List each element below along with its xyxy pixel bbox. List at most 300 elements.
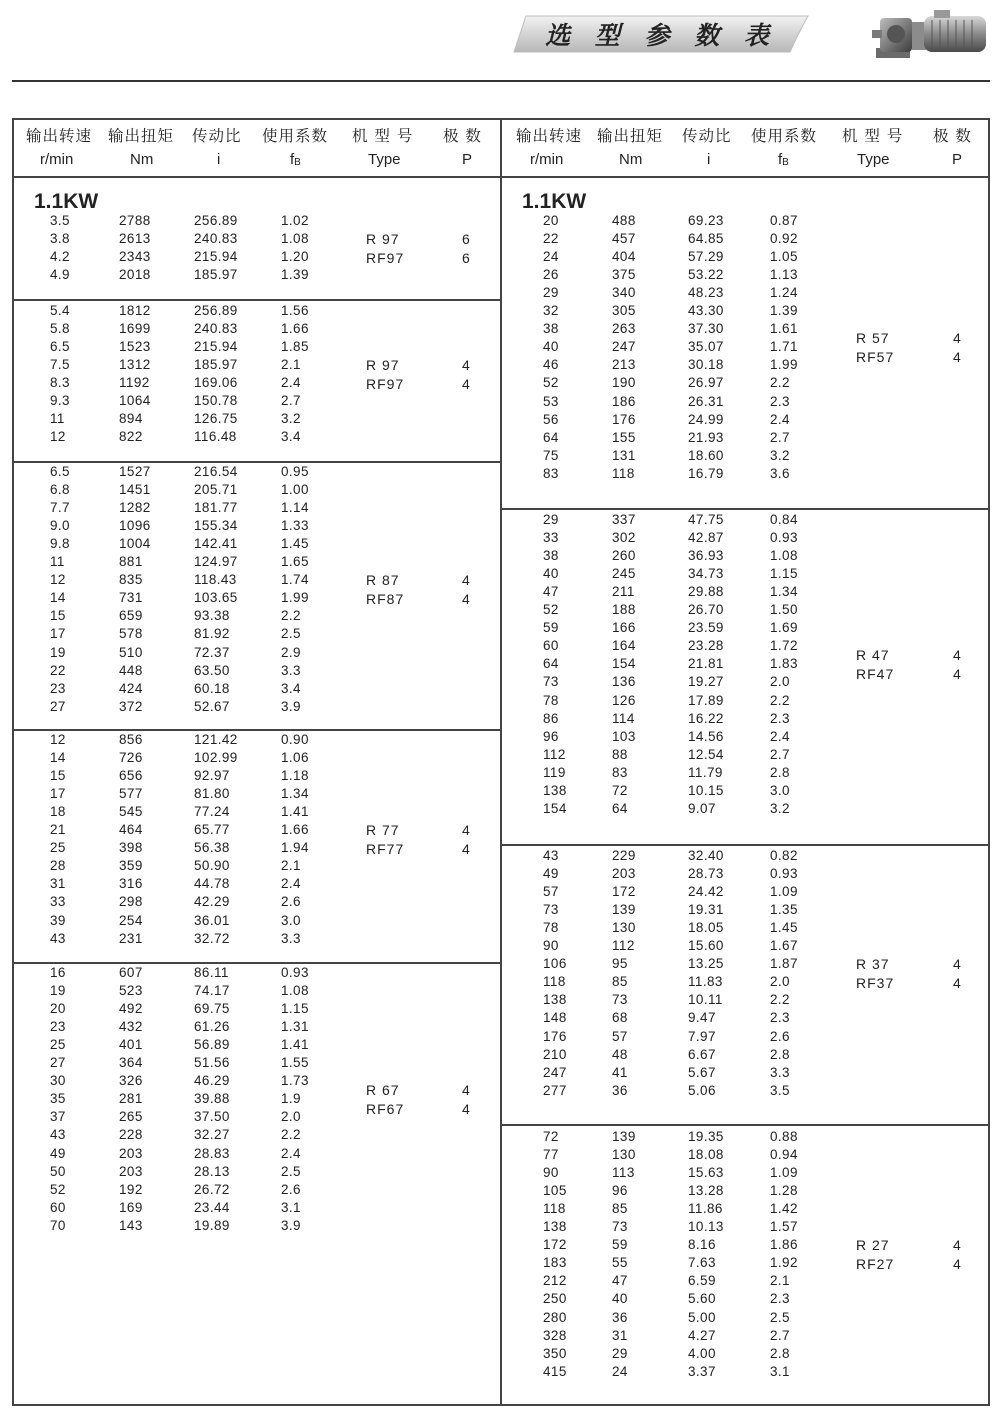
torque-cell: 113 [612, 1165, 635, 1181]
ratio-cell: 93.38 [194, 608, 230, 624]
factor-cell: 3.9 [281, 1217, 301, 1233]
torque-cell: 136 [612, 674, 636, 690]
speed-cell: 14 [50, 750, 66, 766]
factor-cell: 3.1 [281, 1199, 301, 1215]
torque-cell: 337 [612, 512, 636, 527]
factor-cell: 1.65 [281, 554, 309, 570]
factor-cell: 2.5 [281, 1163, 301, 1179]
torque-cell: 64 [612, 800, 628, 816]
ratio-cell: 30.18 [688, 357, 724, 373]
model-type: R 97 [366, 231, 400, 248]
factor-cell: 1.42 [770, 1201, 798, 1217]
speed-cell: 38 [543, 321, 559, 337]
torque-cell: 172 [612, 884, 636, 900]
model-type: R 67 [366, 1082, 400, 1099]
torque-cell: 88 [612, 746, 628, 762]
ratio-cell: 11.79 [688, 764, 723, 780]
factor-cell: 0.93 [281, 965, 309, 980]
torque-cell: 856 [119, 732, 143, 747]
torque-cell: 95 [612, 956, 628, 972]
torque-cell: 190 [612, 375, 636, 391]
factor-cell: 2.6 [281, 894, 301, 910]
factor-cell: 3.3 [770, 1064, 790, 1080]
torque-cell: 203 [119, 1163, 143, 1179]
factor-cell: 1.56 [281, 303, 309, 318]
model-type: RF77 [366, 841, 405, 858]
factor-cell: 1.14 [281, 500, 309, 516]
torque-cell: 47 [612, 1273, 628, 1289]
speed-cell: 415 [543, 1363, 567, 1379]
torque-cell: 72 [612, 782, 628, 798]
speed-cell: 52 [50, 1181, 66, 1197]
factor-cell: 1.61 [770, 321, 798, 337]
speed-cell: 19 [50, 644, 66, 660]
speed-cell: 18 [50, 804, 66, 820]
gear-motor-icon [872, 4, 990, 66]
ratio-cell: 240.83 [194, 231, 238, 247]
pole-count: 6 [462, 231, 471, 248]
group-divider [12, 962, 502, 964]
ratio-cell: 5.06 [688, 1082, 716, 1098]
factor-cell: 1.57 [770, 1219, 798, 1235]
header-factor-cn: 使用系数 [751, 127, 818, 145]
ratio-cell: 7.97 [688, 1028, 716, 1044]
ratio-cell: 36.93 [688, 548, 724, 564]
speed-cell: 29 [543, 512, 559, 527]
ratio-cell: 19.31 [688, 902, 724, 918]
speed-cell: 73 [543, 902, 559, 918]
ratio-cell: 256.89 [194, 213, 238, 228]
torque-cell: 316 [119, 876, 143, 892]
factor-cell: 2.3 [770, 393, 790, 409]
ratio-cell: 23.59 [688, 620, 724, 636]
torque-cell: 203 [612, 866, 636, 882]
speed-cell: 49 [543, 866, 559, 882]
factor-cell: 2.6 [281, 1181, 301, 1197]
torque-cell: 281 [119, 1091, 143, 1107]
pole-count: 4 [462, 376, 471, 393]
ratio-cell: 10.11 [688, 992, 723, 1008]
speed-cell: 7.7 [50, 500, 70, 516]
header-poles-unit: P [462, 151, 473, 168]
factor-cell: 2.8 [770, 764, 790, 780]
speed-cell: 8.3 [50, 375, 70, 391]
pole-count: 4 [953, 330, 962, 347]
pole-count: 4 [462, 357, 471, 374]
speed-cell: 59 [543, 620, 559, 636]
factor-cell: 0.82 [770, 848, 798, 863]
ratio-cell: 56.38 [194, 840, 230, 856]
factor-cell: 1.15 [770, 566, 798, 582]
ratio-cell: 69.75 [194, 1001, 230, 1017]
header-ratio-cn: 传动比 [192, 127, 242, 145]
speed-cell: 30 [50, 1073, 66, 1089]
torque-cell: 73 [612, 1219, 628, 1235]
speed-cell: 21 [50, 822, 66, 838]
torque-cell: 154 [612, 656, 636, 672]
ratio-cell: 57.29 [688, 249, 724, 265]
factor-cell: 1.99 [770, 357, 798, 373]
header-factor-unit: $f_B$ [778, 151, 789, 168]
speed-cell: 15 [50, 608, 66, 624]
pole-count: 4 [953, 666, 962, 683]
ratio-cell: 19.89 [194, 1217, 230, 1233]
torque-cell: 48 [612, 1046, 628, 1062]
ratio-cell: 26.70 [688, 602, 724, 618]
torque-cell: 73 [612, 992, 628, 1008]
power-rating: 1.1KW [522, 190, 587, 213]
factor-cell: 1.24 [770, 285, 798, 301]
torque-cell: 126 [612, 692, 636, 708]
ratio-cell: 240.83 [194, 321, 238, 337]
ratio-cell: 21.81 [688, 656, 724, 672]
ratio-cell: 53.22 [688, 267, 724, 283]
torque-cell: 247 [612, 339, 636, 355]
speed-cell: 50 [50, 1163, 66, 1179]
torque-cell: 265 [119, 1109, 143, 1125]
ratio-cell: 169.06 [194, 375, 238, 391]
torque-cell: 375 [612, 267, 636, 283]
pole-count: 4 [462, 591, 471, 608]
speed-cell: 112 [543, 746, 566, 762]
ratio-cell: 19.27 [688, 674, 724, 690]
torque-cell: 2613 [119, 231, 151, 247]
ratio-cell: 11.86 [688, 1201, 723, 1217]
torque-cell: 24 [612, 1363, 628, 1379]
speed-cell: 210 [543, 1046, 567, 1062]
torque-cell: 424 [119, 680, 143, 696]
torque-cell: 231 [119, 930, 143, 946]
ratio-cell: 44.78 [194, 876, 230, 892]
factor-cell: 2.7 [770, 1327, 790, 1343]
torque-cell: 305 [612, 303, 636, 319]
speed-cell: 78 [543, 692, 559, 708]
ratio-cell: 63.50 [194, 662, 230, 678]
header-divider-left [12, 176, 502, 178]
speed-cell: 5.8 [50, 321, 70, 337]
speed-cell: 6.5 [50, 464, 70, 479]
ratio-cell: 28.73 [688, 866, 724, 882]
speed-cell: 70 [50, 1217, 66, 1233]
header-type-cn: 机 型 号 [842, 127, 904, 145]
model-type: R 77 [366, 822, 400, 839]
ratio-cell: 15.63 [688, 1165, 724, 1181]
ratio-cell: 16.79 [688, 465, 724, 481]
speed-cell: 14 [50, 590, 66, 606]
header-divider-right [500, 176, 990, 178]
torque-cell: 229 [612, 848, 636, 863]
speed-cell: 12 [50, 732, 66, 747]
torque-cell: 1064 [119, 393, 151, 409]
factor-cell: 2.4 [281, 375, 301, 391]
speed-cell: 35 [50, 1091, 66, 1107]
ratio-cell: 81.92 [194, 626, 230, 642]
factor-cell: 1.39 [770, 303, 798, 319]
factor-cell: 2.3 [770, 710, 790, 726]
speed-cell: 64 [543, 429, 559, 445]
torque-cell: 1096 [119, 518, 151, 534]
header-ratio-unit: i [217, 151, 221, 168]
model-type: R 57 [856, 330, 890, 347]
pole-count: 4 [953, 647, 962, 664]
torque-cell: 176 [612, 411, 636, 427]
ratio-cell: 12.54 [688, 746, 724, 762]
torque-cell: 578 [119, 626, 143, 642]
speed-cell: 16 [50, 965, 66, 980]
ratio-cell: 72.37 [194, 644, 230, 660]
ratio-cell: 26.72 [194, 1181, 230, 1197]
torque-cell: 2788 [119, 213, 151, 228]
speed-cell: 33 [543, 530, 559, 546]
torque-cell: 112 [612, 938, 635, 954]
speed-cell: 212 [543, 1273, 567, 1289]
ratio-cell: 14.56 [688, 728, 724, 744]
factor-cell: 2.8 [770, 1345, 790, 1361]
factor-cell: 2.9 [281, 644, 301, 660]
torque-cell: 114 [612, 710, 635, 726]
header-poles-cn: 极 数 [933, 127, 972, 145]
ratio-cell: 18.60 [688, 447, 724, 463]
torque-cell: 523 [119, 983, 143, 999]
factor-cell: 2.2 [281, 1127, 301, 1143]
pole-count: 4 [462, 1101, 471, 1118]
speed-cell: 52 [543, 602, 559, 618]
factor-cell: 3.6 [770, 465, 790, 481]
ratio-cell: 32.40 [688, 848, 724, 863]
torque-cell: 835 [119, 572, 143, 588]
ratio-cell: 34.73 [688, 566, 724, 582]
torque-cell: 254 [119, 912, 143, 928]
factor-cell: 1.94 [281, 840, 309, 856]
factor-cell: 2.5 [770, 1309, 790, 1325]
torque-cell: 1282 [119, 500, 151, 516]
speed-cell: 12 [50, 429, 66, 445]
factor-cell: 2.7 [281, 393, 301, 409]
speed-cell: 172 [543, 1237, 567, 1253]
torque-cell: 188 [612, 602, 636, 618]
ratio-cell: 256.89 [194, 303, 238, 318]
torque-cell: 1812 [119, 303, 151, 318]
group-divider [500, 508, 990, 510]
header-torque-cn: 输出扭矩 [108, 127, 175, 145]
factor-cell: 0.90 [281, 732, 309, 747]
speed-cell: 49 [50, 1145, 66, 1161]
factor-cell: 3.5 [770, 1082, 790, 1098]
factor-cell: 1.33 [281, 518, 309, 534]
speed-cell: 73 [543, 674, 559, 690]
pole-count: 4 [953, 1256, 962, 1273]
factor-cell: 1.55 [281, 1055, 309, 1071]
group-divider [500, 1124, 990, 1126]
factor-cell: 3.0 [281, 912, 301, 928]
ratio-cell: 9.07 [688, 800, 716, 816]
speed-cell: 12 [50, 572, 66, 588]
speed-cell: 60 [50, 1199, 66, 1215]
ratio-cell: 32.72 [194, 930, 230, 946]
speed-cell: 23 [50, 680, 66, 696]
speed-cell: 19 [50, 983, 66, 999]
header-torque-cn: 输出扭矩 [597, 127, 664, 145]
ratio-cell: 7.63 [688, 1255, 716, 1271]
torque-cell: 726 [119, 750, 143, 766]
factor-cell: 2.3 [770, 1291, 790, 1307]
model-type: RF57 [856, 349, 895, 366]
torque-cell: 57 [612, 1028, 628, 1044]
factor-cell: 0.95 [281, 464, 309, 479]
ratio-cell: 18.08 [688, 1147, 724, 1163]
factor-cell: 1.34 [770, 584, 798, 600]
model-type: RF67 [366, 1101, 405, 1118]
ratio-cell: 60.18 [194, 680, 230, 696]
ratio-cell: 64.85 [688, 231, 724, 247]
ratio-cell: 24.99 [688, 411, 724, 427]
factor-cell: 1.50 [770, 602, 798, 618]
group-divider [12, 729, 502, 731]
factor-cell: 1.9 [281, 1091, 301, 1107]
pole-count: 4 [462, 822, 471, 839]
ratio-cell: 52.67 [194, 698, 230, 714]
torque-cell: 83 [612, 764, 628, 780]
factor-cell: 2.4 [281, 876, 301, 892]
header-speed-unit: r/min [530, 151, 564, 168]
factor-cell: 1.09 [770, 884, 798, 900]
speed-cell: 46 [543, 357, 559, 373]
torque-cell: 448 [119, 662, 143, 678]
speed-cell: 78 [543, 920, 559, 936]
torque-cell: 59 [612, 1237, 628, 1253]
ratio-cell: 15.60 [688, 938, 724, 954]
torque-cell: 1192 [119, 375, 150, 391]
model-type: R 87 [366, 572, 400, 589]
ratio-cell: 9.47 [688, 1010, 716, 1026]
ratio-cell: 10.15 [688, 782, 724, 798]
torque-cell: 340 [612, 285, 636, 301]
ratio-cell: 37.30 [688, 321, 724, 337]
torque-cell: 40 [612, 1291, 628, 1307]
ratio-cell: 121.42 [194, 732, 238, 747]
torque-cell: 155 [612, 429, 636, 445]
torque-cell: 36 [612, 1082, 628, 1098]
speed-cell: 138 [543, 782, 567, 798]
speed-cell: 37 [50, 1109, 66, 1125]
speed-cell: 17 [50, 626, 66, 642]
factor-cell: 0.94 [770, 1147, 798, 1163]
factor-cell: 2.0 [770, 974, 790, 990]
factor-cell: 0.93 [770, 866, 798, 882]
speed-cell: 75 [543, 447, 559, 463]
factor-cell: 0.93 [770, 530, 798, 546]
torque-cell: 492 [119, 1001, 143, 1017]
speed-cell: 28 [50, 858, 66, 874]
torque-cell: 822 [119, 429, 143, 445]
torque-cell: 326 [119, 1073, 143, 1089]
torque-cell: 31 [612, 1327, 628, 1343]
speed-cell: 52 [543, 375, 559, 391]
ratio-cell: 103.65 [194, 590, 238, 606]
header-speed-cn: 输出转速 [26, 127, 93, 145]
torque-cell: 139 [612, 902, 636, 918]
header-torque-unit: Nm [619, 151, 643, 168]
factor-cell: 1.41 [281, 804, 309, 820]
torque-cell: 401 [119, 1037, 143, 1053]
factor-cell: 2.6 [770, 1028, 790, 1044]
top-divider [12, 80, 990, 82]
speed-cell: 154 [543, 800, 567, 816]
ratio-cell: 4.27 [688, 1327, 716, 1343]
model-type: RF97 [366, 250, 405, 267]
speed-cell: 17 [50, 786, 66, 802]
speed-cell: 9.8 [50, 536, 70, 552]
ratio-cell: 5.67 [688, 1064, 716, 1080]
speed-cell: 39 [50, 912, 66, 928]
pole-count: 6 [462, 250, 471, 267]
torque-cell: 1004 [119, 536, 151, 552]
torque-cell: 1312 [119, 357, 151, 373]
factor-cell: 3.2 [770, 447, 790, 463]
speed-cell: 25 [50, 1037, 66, 1053]
factor-cell: 2.1 [281, 357, 301, 373]
speed-cell: 27 [50, 698, 66, 714]
factor-cell: 3.2 [770, 800, 790, 816]
header-ratio-cn: 传动比 [682, 127, 732, 145]
factor-cell: 3.0 [770, 782, 790, 798]
speed-cell: 4.9 [50, 267, 70, 283]
ratio-cell: 74.17 [194, 983, 230, 999]
speed-cell: 11 [50, 411, 65, 427]
factor-cell: 1.35 [770, 902, 798, 918]
factor-cell: 1.74 [281, 572, 309, 588]
torque-cell: 130 [612, 920, 636, 936]
speed-cell: 118 [543, 974, 566, 990]
torque-cell: 894 [119, 411, 143, 427]
factor-cell: 1.45 [281, 536, 309, 552]
factor-cell: 1.73 [281, 1073, 309, 1089]
speed-cell: 3.5 [50, 213, 70, 228]
speed-cell: 3.8 [50, 231, 70, 247]
speed-cell: 247 [543, 1064, 567, 1080]
factor-cell: 2.4 [281, 1145, 301, 1161]
speed-cell: 56 [543, 411, 559, 427]
torque-cell: 103 [612, 728, 636, 744]
factor-cell: 2.7 [770, 429, 790, 445]
ratio-cell: 42.87 [688, 530, 724, 546]
speed-cell: 38 [543, 548, 559, 564]
speed-cell: 22 [543, 231, 559, 247]
torque-cell: 263 [612, 321, 636, 337]
pole-count: 4 [462, 841, 471, 858]
factor-cell: 1.66 [281, 321, 309, 337]
torque-cell: 36 [612, 1309, 628, 1325]
ratio-cell: 32.27 [194, 1127, 230, 1143]
ratio-cell: 81.80 [194, 786, 230, 802]
speed-cell: 277 [543, 1082, 567, 1098]
torque-cell: 731 [119, 590, 143, 606]
speed-cell: 105 [543, 1183, 567, 1199]
factor-cell: 3.9 [281, 698, 301, 714]
torque-cell: 881 [119, 554, 143, 570]
power-rating: 1.1KW [34, 190, 99, 213]
torque-cell: 488 [612, 213, 636, 228]
ratio-cell: 181.77 [194, 500, 238, 516]
factor-cell: 3.1 [770, 1363, 790, 1379]
torque-cell: 607 [119, 965, 143, 980]
factor-cell: 2.2 [770, 375, 790, 391]
factor-cell: 1.87 [770, 956, 798, 972]
factor-cell: 3.4 [281, 680, 301, 696]
ratio-cell: 124.97 [194, 554, 238, 570]
factor-cell: 1.69 [770, 620, 798, 636]
speed-cell: 7.5 [50, 357, 70, 373]
